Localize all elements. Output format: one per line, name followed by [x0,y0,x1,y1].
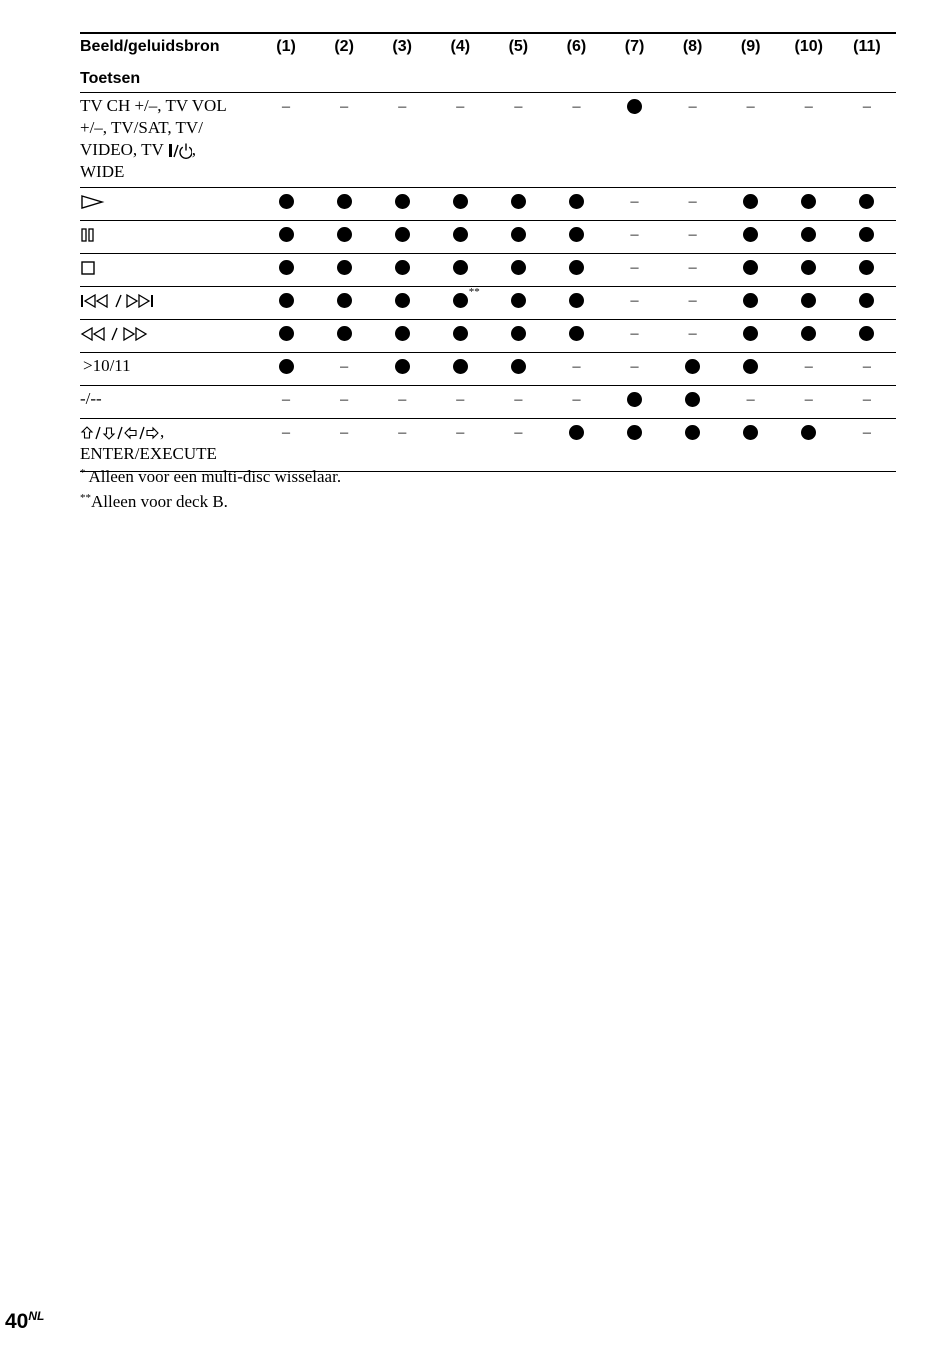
cell [547,254,605,287]
not-supported-dash: – [688,193,697,210]
cell [431,221,489,254]
cell [547,188,605,221]
supported-dot [685,392,700,407]
cell [431,254,489,287]
supported-dot [511,260,526,275]
cell [257,320,315,353]
supported-dot [511,359,526,374]
supported-dot [859,293,874,308]
cell [547,221,605,254]
cell [489,419,547,472]
supported-dot [511,194,526,209]
cell [838,287,896,320]
not-supported-dash: – [282,98,291,115]
supported-dot [743,359,758,374]
not-supported-dash: – [862,424,871,441]
table-row [80,221,896,254]
cell [373,419,431,472]
supported-dot [337,194,352,209]
header-row [80,33,896,60]
not-supported-dash: – [572,391,581,408]
supported-dot [627,425,642,440]
cell [373,287,431,320]
column-header: (1) [257,33,315,60]
supported-dot [279,326,294,341]
cell [315,386,373,419]
not-supported-dash: – [688,259,697,276]
not-supported-dash: – [398,424,407,441]
supported-dot [685,359,700,374]
cell [489,386,547,419]
supported-dot [569,425,584,440]
not-supported-dash: – [630,358,639,375]
supported-dot [569,326,584,341]
cell [547,93,605,188]
tv-label-line2: +/–, TV/SAT, TV/ [80,118,203,137]
not-supported-dash: – [804,98,813,115]
cell [489,221,547,254]
cell [431,353,489,386]
cell [722,93,780,188]
supported-dot [801,425,816,440]
supported-dot [337,293,352,308]
pause-icon [80,226,98,244]
not-supported-dash: – [630,259,639,276]
supported-dot [685,425,700,440]
row-label-tv-keys [80,93,257,188]
keys-header-row [80,60,896,93]
supported-dot [859,260,874,275]
cell [315,221,373,254]
table-row [80,254,896,287]
not-supported-dash: – [340,391,349,408]
not-supported-dash: – [804,358,813,375]
supported-dot [743,425,758,440]
not-supported-dash: – [688,292,697,309]
column-header: (5) [489,33,547,60]
cell [315,93,373,188]
cell [489,320,547,353]
not-supported-dash: – [282,391,291,408]
cell [547,419,605,472]
cell [373,93,431,188]
not-supported-dash: – [862,391,871,408]
supported-dot [337,260,352,275]
cell [257,254,315,287]
cell [257,221,315,254]
cell [838,93,896,188]
column-header: (3) [373,33,431,60]
supported-dot [453,326,468,341]
footnote [80,489,341,514]
table-row [80,386,896,419]
supported-dot [743,227,758,242]
supported-dot [743,293,758,308]
cell [431,419,489,472]
supported-dot [569,260,584,275]
tv-label-line1: TV CH +/–, TV VOL [80,96,227,115]
cell [664,419,722,472]
column-header: (4) [431,33,489,60]
cell [431,188,489,221]
supported-dot [743,326,758,341]
cell [547,386,605,419]
not-supported-dash: – [862,98,871,115]
supported-dot [511,293,526,308]
cell [257,386,315,419]
not-supported-dash: – [456,424,465,441]
cell [547,353,605,386]
stop-icon [80,259,98,277]
supported-dot [279,194,294,209]
cell [431,287,489,320]
column-header: (9) [722,33,780,60]
cell [780,254,838,287]
tv-label-line4: WIDE [80,162,125,181]
compatibility-table [80,32,896,472]
supported-dot [859,326,874,341]
not-supported-dash: – [630,325,639,342]
not-supported-dash: – [804,391,813,408]
cell [838,188,896,221]
cell [664,93,722,188]
table-row [80,287,896,320]
cell [780,188,838,221]
cell [257,353,315,386]
column-header: (11) [838,33,896,60]
footnote-marker: ** [468,286,480,298]
cell [315,188,373,221]
arrow-keys-suffix: , [160,422,165,441]
cell [547,320,605,353]
cell [315,320,373,353]
cell [722,353,780,386]
footnote-text: Alleen voor een multi-disc wisselaar. [88,467,342,486]
supported-dot [743,260,758,275]
supported-dot [627,392,642,407]
cell [257,287,315,320]
supported-dot [279,227,294,242]
supported-dot [395,359,410,374]
not-supported-dash: – [630,193,639,210]
cell [373,353,431,386]
not-supported-dash: – [340,98,349,115]
supported-dot [279,260,294,275]
cell [664,386,722,419]
cell [373,254,431,287]
tv-label-line3-suffix: , [191,140,196,159]
supported-dot [569,194,584,209]
not-supported-dash: – [572,98,581,115]
keys-header: Toetsen [80,60,896,93]
supported-dot [279,359,294,374]
cell [722,419,780,472]
footnotes [80,464,341,514]
cell [780,221,838,254]
not-supported-dash: – [398,391,407,408]
cell [838,353,896,386]
row-label-prev-next [80,287,257,320]
row-label-text: >10/11 [83,356,131,375]
cell [373,221,431,254]
cell [722,386,780,419]
cell [838,419,896,472]
supported-dot [569,293,584,308]
cell [257,93,315,188]
column-header: (8) [664,33,722,60]
cell [838,254,896,287]
cell [664,353,722,386]
row-label-10-11 [80,353,257,386]
cell [664,221,722,254]
not-supported-dash: – [688,98,697,115]
cell [373,188,431,221]
cell [722,221,780,254]
table-row [80,188,896,221]
cell [838,320,896,353]
supported-dot [801,260,816,275]
cell [838,221,896,254]
cell [489,188,547,221]
column-header: (7) [605,33,663,60]
cell [780,353,838,386]
cell [315,353,373,386]
rewind-forward-icon [80,325,154,343]
cell [547,287,605,320]
supported-dot [395,293,410,308]
supported-dot [395,194,410,209]
cell [489,93,547,188]
row-label-text: -/-- [80,389,102,408]
cell [605,386,663,419]
supported-dot [801,326,816,341]
supported-dot [453,293,468,308]
cell [373,320,431,353]
not-supported-dash: – [862,358,871,375]
not-supported-dash: – [340,358,349,375]
supported-dot [395,260,410,275]
page-number-value: 40 [5,1310,29,1333]
not-supported-dash: – [456,98,465,115]
not-supported-dash: – [572,358,581,375]
row-label-stop [80,254,257,287]
supported-dot [743,194,758,209]
cell [489,353,547,386]
footnote-text: Alleen voor deck B. [91,492,228,511]
cell [605,93,663,188]
table-row [80,320,896,353]
source-header: Beeld/geluidsbron [80,33,257,60]
not-supported-dash: – [630,226,639,243]
power-icon [168,142,192,160]
supported-dot [801,293,816,308]
cell [780,287,838,320]
cell [664,287,722,320]
supported-dot [801,227,816,242]
cell [431,93,489,188]
column-header: (10) [780,33,838,60]
supported-dot [453,359,468,374]
cell [605,254,663,287]
prev-next-icon [80,292,162,310]
cell [838,386,896,419]
cell [664,320,722,353]
cell [431,386,489,419]
not-supported-dash: – [688,226,697,243]
cell [780,386,838,419]
not-supported-dash: – [746,98,755,115]
row-label-play [80,188,257,221]
cell [489,287,547,320]
supported-dot [569,227,584,242]
enter-execute-label: ENTER/EXECUTE [80,444,217,463]
cell [605,188,663,221]
cell [605,287,663,320]
supported-dot [859,194,874,209]
cell [431,320,489,353]
cell [315,254,373,287]
column-header: (2) [315,33,373,60]
footnote [80,464,341,489]
supported-dot [279,293,294,308]
cell [257,188,315,221]
column-header: (6) [547,33,605,60]
supported-dot [453,260,468,275]
cell [664,188,722,221]
footnote-mark: * [80,467,86,479]
supported-dot [395,227,410,242]
table-row [80,93,896,188]
cell [315,287,373,320]
page-number [5,1310,44,1334]
cell [780,419,838,472]
cell [722,320,780,353]
row-label-pause [80,221,257,254]
not-supported-dash: – [514,391,523,408]
cell [780,320,838,353]
not-supported-dash: – [340,424,349,441]
supported-dot [395,326,410,341]
cell [605,320,663,353]
row-label-dash-dash [80,386,257,419]
footnote-mark: ** [80,492,91,504]
supported-dot [337,326,352,341]
page-number-suffix: NL [28,1309,45,1323]
cell [373,386,431,419]
table-row [80,353,896,386]
cell [664,254,722,287]
supported-dot [453,194,468,209]
supported-dot [453,227,468,242]
cell [489,254,547,287]
cell [722,254,780,287]
not-supported-dash: – [746,391,755,408]
not-supported-dash: – [630,292,639,309]
arrow-keys-icon [80,424,160,442]
not-supported-dash: – [514,98,523,115]
not-supported-dash: – [688,325,697,342]
supported-dot [337,227,352,242]
supported-dot [511,227,526,242]
not-supported-dash: – [456,391,465,408]
supported-dot [859,227,874,242]
cell [605,353,663,386]
cell [780,93,838,188]
not-supported-dash: – [282,424,291,441]
tv-label-line3-prefix: VIDEO, TV [80,140,168,159]
supported-dot [511,326,526,341]
cell [722,287,780,320]
supported-dot [801,194,816,209]
row-label-rewind-forward [80,320,257,353]
cell [605,221,663,254]
supported-dot [627,99,642,114]
cell [722,188,780,221]
play-icon [80,193,106,211]
not-supported-dash: – [398,98,407,115]
not-supported-dash: – [514,424,523,441]
cell [605,419,663,472]
